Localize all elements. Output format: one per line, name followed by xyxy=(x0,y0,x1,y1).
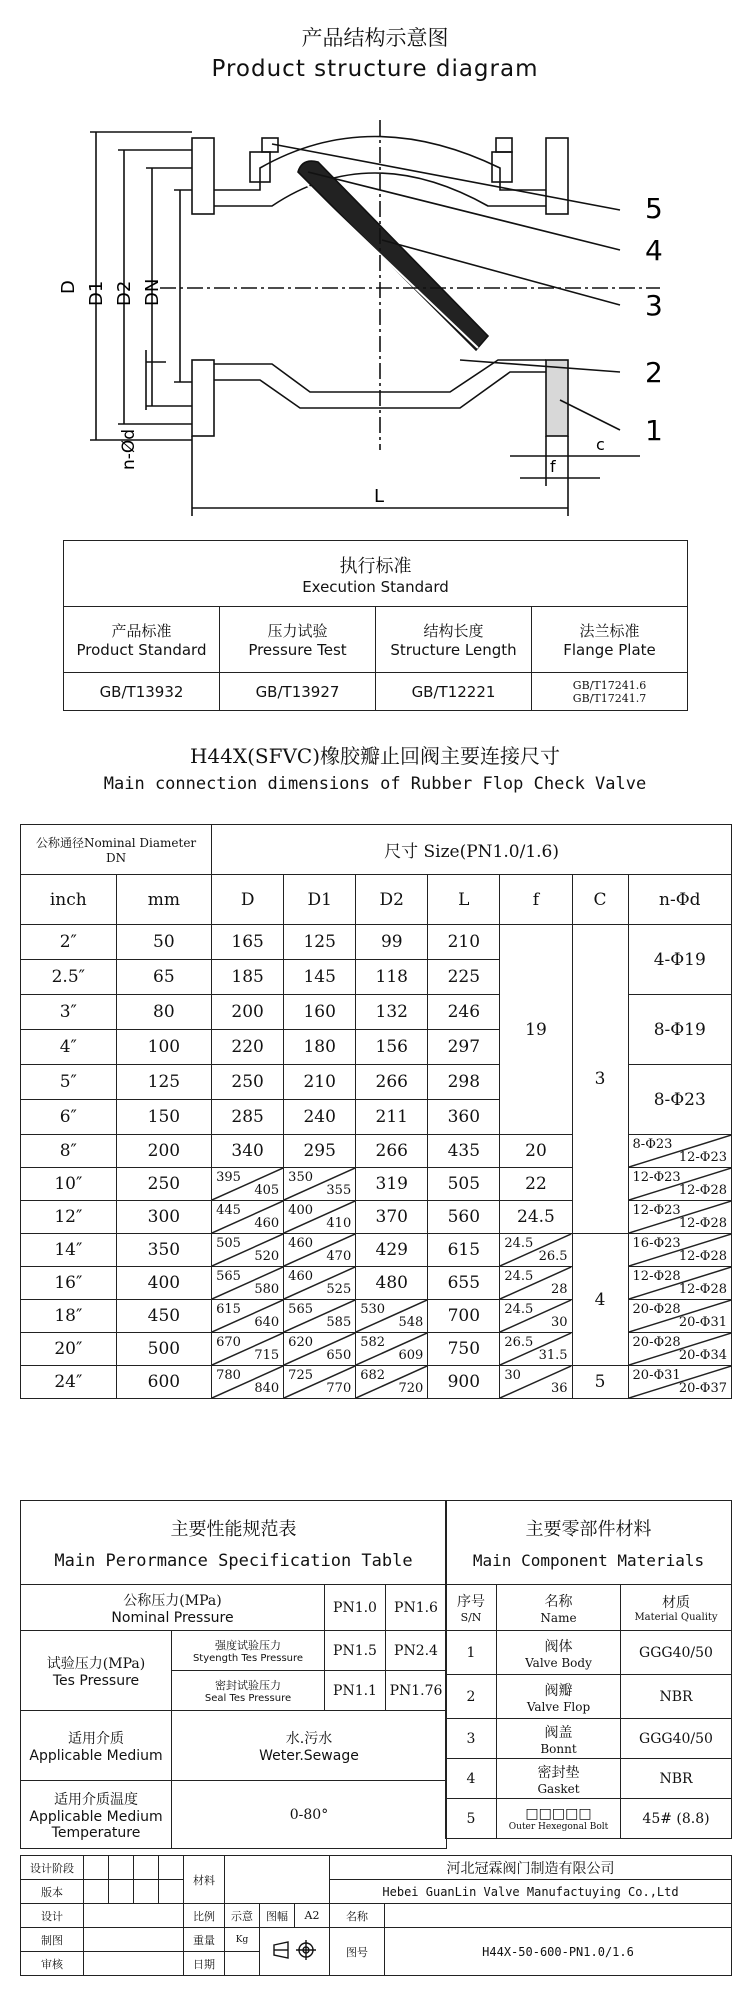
cell-f xyxy=(500,1234,572,1267)
value-lower: 36 xyxy=(551,1381,568,1396)
tb-material: 材料 xyxy=(184,1856,225,1904)
perf-pn10: PN1.0 xyxy=(325,1585,386,1631)
dims-header-inch: inch xyxy=(21,875,117,925)
dims-header-n-d: n-Φd xyxy=(628,875,731,925)
tb-design-stage: 设计阶段 xyxy=(21,1856,84,1880)
value-upper: 20-Φ28 xyxy=(632,1302,681,1317)
cell-d2: 132 xyxy=(356,995,428,1030)
cell-mm: 50 xyxy=(116,925,212,960)
tb-date: 日期 xyxy=(184,1952,225,1976)
value-lower: 580 xyxy=(254,1282,280,1297)
materials-h-no: 序号 S/N xyxy=(446,1585,497,1631)
cell-d1 xyxy=(284,1234,356,1267)
cell-d1 xyxy=(284,1168,356,1201)
perf-title: 主要性能规范表 Main Perormance Specification Table xyxy=(21,1501,447,1585)
projection-icon xyxy=(270,1939,320,1961)
dim-DN: DN xyxy=(142,278,163,306)
value-upper: 8-Φ23 xyxy=(632,1137,673,1152)
cell-f xyxy=(500,1366,572,1399)
tb-sheet: 图幅 xyxy=(260,1904,295,1928)
perf-seal: 密封试验压力 Seal Tes Pressure xyxy=(172,1671,325,1711)
value-upper: 505 xyxy=(216,1236,241,1251)
value-lower: 20-Φ37 xyxy=(678,1381,727,1396)
cell-d xyxy=(212,1168,284,1201)
cell-f xyxy=(500,1333,572,1366)
execution-col-flange: 法兰标准 Flange Plate xyxy=(532,607,688,673)
cell-f: 20 xyxy=(500,1135,572,1168)
left-flange-top xyxy=(192,138,214,214)
cell-d1 xyxy=(284,1366,356,1399)
cell-nd: 8-Φ19 xyxy=(628,995,731,1065)
cell-f xyxy=(500,1267,572,1300)
cell-d1: 125 xyxy=(284,925,356,960)
value-lower: 20-Φ34 xyxy=(678,1348,727,1363)
materials-no: 4 xyxy=(446,1759,497,1799)
value-lower: 650 xyxy=(326,1348,352,1363)
perf-strength-v2: PN2.4 xyxy=(386,1631,447,1671)
dim-f: f xyxy=(550,457,556,476)
cell-d: 220 xyxy=(212,1030,284,1065)
cell-mm: 125 xyxy=(116,1065,212,1100)
dims-row xyxy=(21,925,732,960)
materials-row xyxy=(446,1631,732,1675)
materials-name: 阀瓣 Valve Flop xyxy=(497,1675,621,1719)
materials-name: 阀体 Valve Body xyxy=(497,1631,621,1675)
callout-1: 1 xyxy=(645,414,663,447)
value-lower: 460 xyxy=(254,1216,280,1231)
value-upper: 395 xyxy=(216,1170,241,1185)
perf-strength: 强度试验压力 Styength Tes Pressure xyxy=(172,1631,325,1671)
cell-f: 22 xyxy=(500,1168,572,1201)
cell-mm: 100 xyxy=(116,1030,212,1065)
value-lower: 520 xyxy=(254,1249,280,1264)
perf-temp: 适用介质温度 Applicable Medium Temperature xyxy=(21,1781,172,1849)
dims-header-D1: D1 xyxy=(284,875,356,925)
value-lower: 12-Φ28 xyxy=(678,1249,727,1264)
cell-nd: 8-Φ23 xyxy=(628,1065,731,1135)
cell-l: 246 xyxy=(428,995,500,1030)
value-lower: 20-Φ31 xyxy=(678,1315,727,1330)
cell-inch: 18″ xyxy=(21,1300,117,1333)
dims-header-f: f xyxy=(500,875,572,925)
cell-d2: 429 xyxy=(356,1234,428,1267)
value-upper: 24.5 xyxy=(504,1302,534,1317)
value-lower: 548 xyxy=(398,1315,424,1330)
cell-inch: 6″ xyxy=(21,1100,117,1135)
cell-c: 3 xyxy=(572,925,628,1234)
cell-l: 225 xyxy=(428,960,500,995)
cell-f xyxy=(500,1300,572,1333)
cell-d2: 266 xyxy=(356,1065,428,1100)
value-upper: 12-Φ23 xyxy=(632,1170,681,1185)
cell-mm: 150 xyxy=(116,1100,212,1135)
dims-header-D2: D2 xyxy=(356,875,428,925)
value-lower: 30 xyxy=(551,1315,568,1330)
cell-l: 297 xyxy=(428,1030,500,1065)
value-upper: 12-Φ23 xyxy=(632,1203,681,1218)
callout-3: 3 xyxy=(645,289,663,322)
cell-inch: 24″ xyxy=(21,1366,117,1399)
nominal-diameter-header: 公称通径Nominal Diameter DN xyxy=(21,825,212,875)
cell-l: 360 xyxy=(428,1100,500,1135)
cell-inch: 14″ xyxy=(21,1234,117,1267)
dims-row xyxy=(21,1234,732,1267)
value-upper: 565 xyxy=(288,1302,313,1317)
tb-drawing-no: H44X-50-600-PN1.0/1.6 xyxy=(385,1928,732,1976)
dims-header-L: L xyxy=(428,875,500,925)
dim-D: D xyxy=(58,280,79,294)
execution-value-length: GB/T12221 xyxy=(376,673,532,711)
value-upper: 725 xyxy=(288,1368,313,1383)
value-upper: 445 xyxy=(216,1203,241,1218)
tb-scale: 比例 xyxy=(184,1904,225,1928)
tb-projection-symbol xyxy=(260,1928,330,1976)
value-upper: 620 xyxy=(288,1335,313,1350)
cell-mm: 200 xyxy=(116,1135,212,1168)
materials-h-name: 名称 Name xyxy=(497,1585,621,1631)
materials-row xyxy=(446,1719,732,1759)
cell-d2: 319 xyxy=(356,1168,428,1201)
value-upper: 670 xyxy=(216,1335,241,1350)
cell-d xyxy=(212,1201,284,1234)
tb-kg: Kg xyxy=(225,1928,260,1952)
cell-nd xyxy=(628,1234,731,1267)
materials-no: 5 xyxy=(446,1799,497,1839)
dim-D2: D2 xyxy=(114,280,135,306)
tb-weight: 重量 xyxy=(184,1928,225,1952)
cell-d xyxy=(212,1300,284,1333)
dim-D1: D1 xyxy=(86,280,107,306)
value-upper: 30 xyxy=(504,1368,521,1383)
value-lower: 715 xyxy=(254,1348,280,1363)
cell-c: 5 xyxy=(572,1366,628,1399)
cell-d2: 99 xyxy=(356,925,428,960)
cell-d xyxy=(212,1267,284,1300)
tb-schematic: 示意 xyxy=(225,1904,260,1928)
cell-d xyxy=(212,1333,284,1366)
value-upper: 565 xyxy=(216,1269,241,1284)
cell-nd xyxy=(628,1267,731,1300)
dims-title-en: Main connection dimensions of Rubber Flop Check Valve xyxy=(103,774,647,794)
execution-title: 执行标准 Execution Standard xyxy=(64,541,688,607)
value-upper: 12-Φ28 xyxy=(632,1269,681,1284)
cell-d1: 180 xyxy=(284,1030,356,1065)
cell-l: 655 xyxy=(428,1267,500,1300)
perf-seal-v1: PN1.1 xyxy=(325,1671,386,1711)
value-upper: 24.5 xyxy=(504,1269,534,1284)
cell-nd xyxy=(628,1168,731,1201)
value-upper: 400 xyxy=(288,1203,313,1218)
value-upper: 460 xyxy=(288,1269,313,1284)
tb-version: 版本 xyxy=(21,1880,84,1904)
execution-col-product: 产品标准 Product Standard xyxy=(64,607,220,673)
value-lower: 720 xyxy=(398,1381,424,1396)
cell-inch: 8″ xyxy=(21,1135,117,1168)
cell-d1 xyxy=(284,1333,356,1366)
perf-seal-v2: PN1.76 xyxy=(386,1671,447,1711)
cell-d: 340 xyxy=(212,1135,284,1168)
cell-mm: 65 xyxy=(116,960,212,995)
materials-quality: GGG40/50 xyxy=(621,1719,732,1759)
tb-company-en: Hebei GuanLin Valve Manufactuying Co.,Ltd xyxy=(330,1880,732,1904)
value-lower: 470 xyxy=(326,1249,352,1264)
perf-test: 试验压力(MPa) Tes Pressure xyxy=(21,1631,172,1711)
materials-no: 2 xyxy=(446,1675,497,1719)
tb-name-label: 名称 xyxy=(330,1904,385,1928)
materials-quality: NBR xyxy=(621,1759,732,1799)
cell-l: 900 xyxy=(428,1366,500,1399)
right-flange-bottom xyxy=(546,360,568,436)
dims-header-C: C xyxy=(572,875,628,925)
cell-l: 210 xyxy=(428,925,500,960)
cell-d2 xyxy=(356,1366,428,1399)
execution-value-flange: GB/T17241.6 GB/T17241.7 xyxy=(532,673,688,711)
value-upper: 780 xyxy=(216,1368,241,1383)
value-upper: 26.5 xyxy=(504,1335,534,1350)
materials-h-mat: 材质 Material Quality xyxy=(621,1585,732,1631)
materials-table xyxy=(445,1500,732,1839)
tb-drafting: 制图 xyxy=(21,1928,84,1952)
cell-mm: 400 xyxy=(116,1267,212,1300)
cell-d xyxy=(212,1234,284,1267)
perf-nominal: 公称压力(MPa) Nominal Pressure xyxy=(21,1585,325,1631)
value-lower: 609 xyxy=(398,1348,424,1363)
perf-strength-v1: PN1.5 xyxy=(325,1631,386,1671)
cell-d2: 370 xyxy=(356,1201,428,1234)
value-upper: 24.5 xyxy=(504,1236,534,1251)
cell-nd xyxy=(628,1366,731,1399)
valve-drawing xyxy=(40,110,680,530)
cell-l: 750 xyxy=(428,1333,500,1366)
value-lower: 640 xyxy=(254,1315,280,1330)
cell-l: 298 xyxy=(428,1065,500,1100)
tb-drawing-no-label: 图号 xyxy=(330,1928,385,1976)
materials-quality: NBR xyxy=(621,1675,732,1719)
materials-no: 3 xyxy=(446,1719,497,1759)
page-title-cn: 产品结构示意图 xyxy=(301,26,449,50)
value-upper: 20-Φ31 xyxy=(632,1368,681,1383)
execution-standard-table xyxy=(63,540,688,711)
cell-d1: 145 xyxy=(284,960,356,995)
dims-row xyxy=(21,1366,732,1399)
value-lower: 12-Φ28 xyxy=(678,1183,727,1198)
cell-d2 xyxy=(356,1333,428,1366)
cell-nd: 4-Φ19 xyxy=(628,925,731,995)
cell-d: 165 xyxy=(212,925,284,960)
cell-nd xyxy=(628,1135,731,1168)
cell-d2: 118 xyxy=(356,960,428,995)
cell-inch: 20″ xyxy=(21,1333,117,1366)
cell-l: 435 xyxy=(428,1135,500,1168)
cell-d1 xyxy=(284,1267,356,1300)
cell-l: 560 xyxy=(428,1201,500,1234)
materials-title: 主要零部件材料 Main Component Materials xyxy=(446,1501,732,1585)
size-header: 尺寸 Size(PN1.0/1.6) xyxy=(212,825,732,875)
materials-name: 密封垫 Gasket xyxy=(497,1759,621,1799)
cell-d1 xyxy=(284,1300,356,1333)
value-lower: 585 xyxy=(326,1315,352,1330)
cell-d: 285 xyxy=(212,1100,284,1135)
cell-inch: 10″ xyxy=(21,1168,117,1201)
execution-col-pressure: 压力试验 Pressure Test xyxy=(220,607,376,673)
cell-mm: 600 xyxy=(116,1366,212,1399)
cell-inch: 3″ xyxy=(21,995,117,1030)
value-upper: 460 xyxy=(288,1236,313,1251)
cell-l: 700 xyxy=(428,1300,500,1333)
value-lower: 12-Φ28 xyxy=(678,1216,727,1231)
cell-d2: 266 xyxy=(356,1135,428,1168)
value-upper: 20-Φ28 xyxy=(632,1335,681,1350)
dims-header-mm: mm xyxy=(116,875,212,925)
tb-sheet-value: A2 xyxy=(295,1904,330,1928)
dimensions-table xyxy=(20,824,732,1399)
cell-d1 xyxy=(284,1201,356,1234)
tb-design: 设计 xyxy=(21,1904,84,1928)
cell-mm: 300 xyxy=(116,1201,212,1234)
materials-row xyxy=(446,1799,732,1839)
cell-mm: 250 xyxy=(116,1168,212,1201)
cell-inch: 4″ xyxy=(21,1030,117,1065)
cell-mm: 450 xyxy=(116,1300,212,1333)
right-flange-top xyxy=(546,138,568,214)
value-lower: 770 xyxy=(326,1381,352,1396)
cell-nd xyxy=(628,1300,731,1333)
value-lower: 31.5 xyxy=(538,1348,568,1363)
value-lower: 26.5 xyxy=(538,1249,568,1264)
materials-name: 阀盖 Bonnt xyxy=(497,1719,621,1759)
perf-temp-value: 0-80° xyxy=(172,1781,447,1849)
value-upper: 582 xyxy=(360,1335,386,1350)
dim-c: c xyxy=(596,435,605,454)
cell-d1: 160 xyxy=(284,995,356,1030)
cell-mm: 500 xyxy=(116,1333,212,1366)
value-lower: 410 xyxy=(326,1216,352,1231)
cell-inch: 2.5″ xyxy=(21,960,117,995)
value-upper: 350 xyxy=(288,1170,313,1185)
cell-d2: 480 xyxy=(356,1267,428,1300)
callout-5: 5 xyxy=(645,192,663,225)
value-upper: 682 xyxy=(360,1368,386,1383)
page-title-en: Product structure diagram xyxy=(211,56,539,82)
cell-l: 505 xyxy=(428,1168,500,1201)
cell-d2: 156 xyxy=(356,1030,428,1065)
value-lower: 12-Φ28 xyxy=(678,1282,727,1297)
title-block xyxy=(20,1855,732,1976)
cell-d2 xyxy=(356,1300,428,1333)
materials-quality: GGG40/50 xyxy=(621,1631,732,1675)
cell-inch: 5″ xyxy=(21,1065,117,1100)
value-lower: 28 xyxy=(551,1282,568,1297)
cell-inch: 16″ xyxy=(21,1267,117,1300)
performance-table xyxy=(20,1500,447,1849)
left-flange-bottom xyxy=(192,360,214,436)
execution-value-product: GB/T13932 xyxy=(64,673,220,711)
materials-row xyxy=(446,1759,732,1799)
cell-nd xyxy=(628,1201,731,1234)
callout-4: 4 xyxy=(645,234,663,267)
execution-value-pressure: GB/T13927 xyxy=(220,673,376,711)
cell-d1: 240 xyxy=(284,1100,356,1135)
value-lower: 525 xyxy=(326,1282,352,1297)
cell-c: 4 xyxy=(572,1234,628,1366)
materials-no: 1 xyxy=(446,1631,497,1675)
cell-mm: 80 xyxy=(116,995,212,1030)
value-lower: 405 xyxy=(254,1183,280,1198)
cell-inch: 2″ xyxy=(21,925,117,960)
cell-nd xyxy=(628,1333,731,1366)
value-upper: 615 xyxy=(216,1302,241,1317)
cell-d xyxy=(212,1366,284,1399)
cell-d: 200 xyxy=(212,995,284,1030)
callout-2: 2 xyxy=(645,356,663,389)
perf-medium-value: 水.污水 Weter.Sewage xyxy=(172,1711,447,1781)
value-upper: 530 xyxy=(360,1302,386,1317)
materials-name: □□□□□ Outer Hexegonal Bolt xyxy=(497,1799,621,1839)
cell-l: 615 xyxy=(428,1234,500,1267)
cell-f: 19 xyxy=(500,925,572,1135)
cell-inch: 12″ xyxy=(21,1201,117,1234)
value-lower: 12-Φ23 xyxy=(678,1150,727,1165)
perf-medium: 适用介质 Applicable Medium xyxy=(21,1711,172,1781)
materials-row xyxy=(446,1675,732,1719)
cell-d1: 210 xyxy=(284,1065,356,1100)
perf-pn16: PN1.6 xyxy=(386,1585,447,1631)
value-lower: 840 xyxy=(254,1381,280,1396)
tb-review: 审核 xyxy=(21,1952,84,1976)
cell-mm: 350 xyxy=(116,1234,212,1267)
cell-f: 24.5 xyxy=(500,1201,572,1234)
value-lower: 355 xyxy=(326,1183,352,1198)
dims-title-cn: H44X(SFVC)橡胶瓣止回阀主要连接尺寸 xyxy=(189,744,561,768)
dims-header-D: D xyxy=(212,875,284,925)
cell-d1: 295 xyxy=(284,1135,356,1168)
cell-d: 250 xyxy=(212,1065,284,1100)
cell-d: 185 xyxy=(212,960,284,995)
cell-d2: 211 xyxy=(356,1100,428,1135)
materials-quality: 45# (8.8) xyxy=(621,1799,732,1839)
value-upper: 16-Φ23 xyxy=(632,1236,681,1251)
execution-col-length: 结构长度 Structure Length xyxy=(376,607,532,673)
dim-L: L xyxy=(374,486,385,507)
dim-nd: n-Ød xyxy=(119,428,139,470)
tb-company-cn: 河北冠霖阀门制造有限公司 xyxy=(330,1856,732,1880)
